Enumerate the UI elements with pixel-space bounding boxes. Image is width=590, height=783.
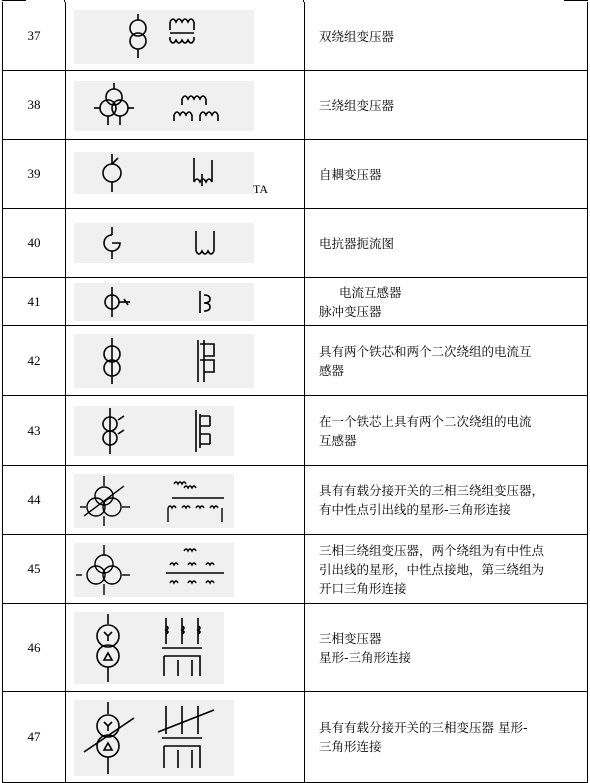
description-line: 在一个铁芯上具有两个二次绕组的电流 [319,413,532,429]
description-line: 有中性点引出线的星形-三角形连接 [319,502,512,517]
description-cell [305,604,587,691]
three-phase-three-winding-open-delta-icon [74,543,234,597]
table-row [2,140,588,209]
row-number: 41 [3,278,66,325]
table-row [2,535,588,604]
description-cell [305,396,587,465]
two-winding-transformer-icon [74,10,254,64]
table-row [2,466,588,535]
row-number: 47 [3,692,66,782]
description-cell [305,209,587,277]
symbol-cell [66,278,305,325]
description-line: 具有有载分接开关的三相三绕组变压器， [319,483,545,498]
description-line: 三相变压器 [319,630,382,646]
table-row [2,2,588,71]
symbol-cell [66,466,305,534]
description-line: 三绕组变压器 [319,97,395,113]
table-row [2,692,588,783]
row-number: 43 [3,396,66,465]
reactor-icon [74,223,254,263]
description-line: 三相三绕组变压器，两个绕组为有中性点 [319,542,545,558]
autotransformer-icon [74,152,254,194]
description-cell [305,692,587,782]
row-number: 45 [3,535,66,603]
symbol-cell [66,140,305,208]
description-line: 引出线的星形，中性点接地，第三绕组为 [319,561,545,577]
description-line: 电流互感器 [339,284,402,300]
symbol-cell [66,209,305,277]
three-winding-transformer-icon [74,81,254,131]
current-transformer-icon [74,283,254,321]
row-number: 40 [3,209,66,277]
description-line: 双绕组变压器 [319,28,395,44]
table-row [2,326,588,396]
three-phase-transformer-star-delta-icon [74,612,224,684]
ct-one-core-two-secondaries-icon [74,406,234,456]
description-line: 开口三角形连接 [319,580,407,596]
row-number: 38 [3,71,66,139]
description-line: 星形-三角形连接 [319,649,412,665]
description-line: 脉冲变压器 [319,303,382,319]
row-number: 46 [3,604,66,691]
description-cell [305,140,587,208]
three-phase-oltc-star-delta-icon [74,700,234,776]
description-line: 具有两个铁芯和两个二次绕组的电流互 [319,343,532,359]
description-line: 感器 [319,362,345,378]
row-number: 42 [3,326,66,395]
row-number: 44 [3,466,66,534]
symbol-cell [66,71,305,139]
table-row [2,278,588,326]
description-cell [305,71,587,139]
ta-label: TA [253,182,269,196]
row-number: 39 [3,140,66,208]
description-line: 具有有载分接开关的三相变压器 星形- [319,720,528,735]
ct-two-cores-icon [74,334,254,388]
symbol-cell [66,604,305,691]
symbol-cell [66,396,305,465]
table-row [2,604,588,692]
description-line: 互感器 [319,432,357,448]
table-row [2,209,588,278]
description-line: 三角形连接 [319,739,382,754]
description-cell [305,535,587,603]
three-phase-three-winding-oltc-icon [74,474,234,528]
table-row [2,71,588,140]
description-cell [305,2,587,70]
symbol-cell [66,2,305,70]
description-cell [305,466,587,534]
description-cell [305,278,587,325]
description-cell [305,326,587,395]
description-line: 电抗器扼流图 [319,235,395,251]
description-line: 自耦变压器 [319,166,382,182]
row-number: 37 [3,2,66,70]
symbol-cell [66,326,305,395]
symbol-cell [66,535,305,603]
symbol-cell [66,692,305,782]
table-row [2,396,588,466]
